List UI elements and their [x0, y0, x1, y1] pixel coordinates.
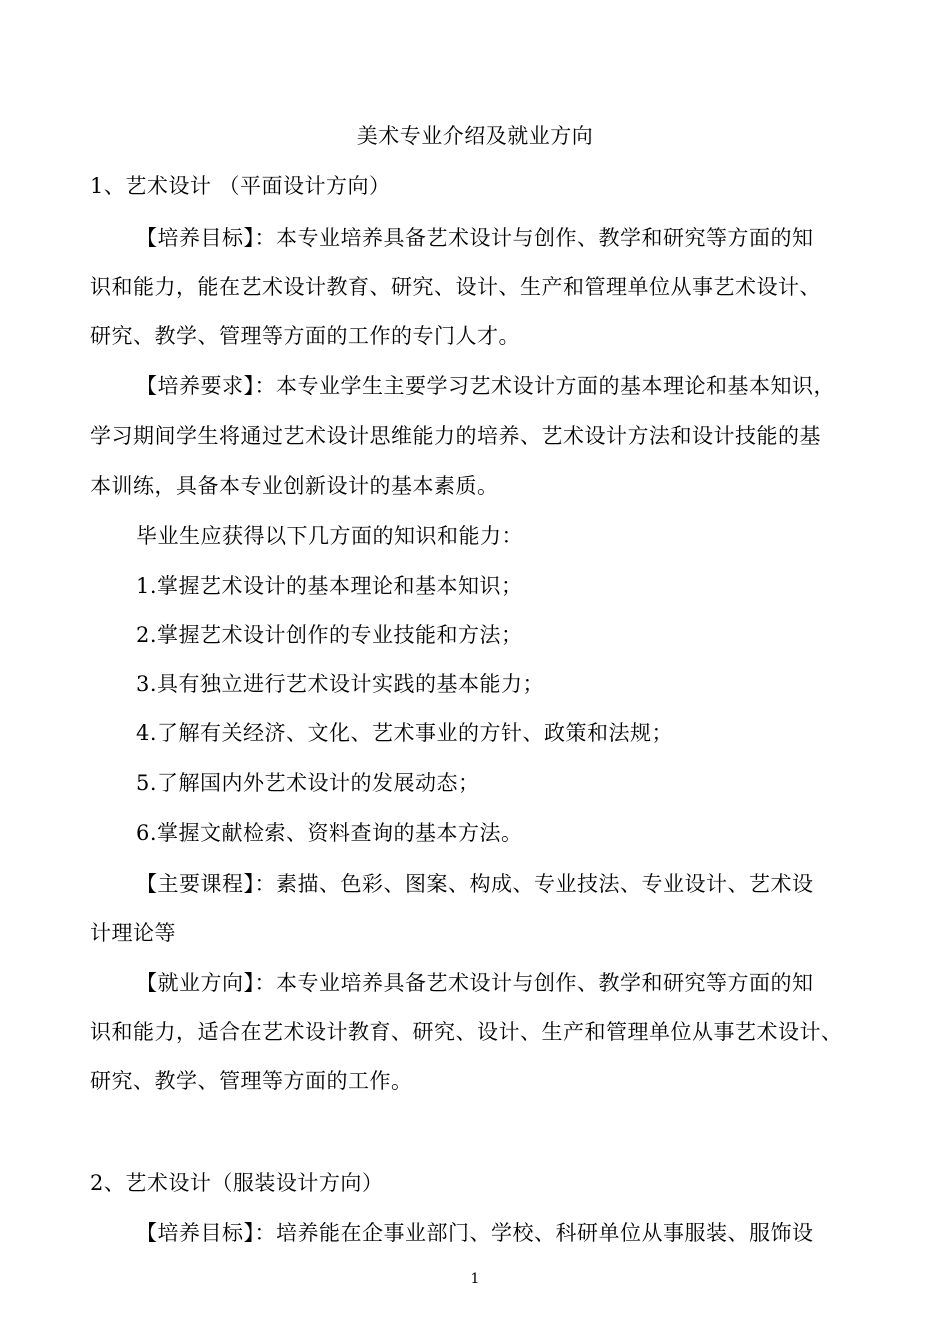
abilities-intro: 毕业生应获得以下几方面的知识和能力： [136, 524, 523, 548]
goal-paragraph-line: 【培养目标】：培养能在企事业部门、学校、科研单位从事服装、服饰设 [136, 1221, 814, 1245]
goal-paragraph-line: 研究、教学、管理等方面的工作的专门人才。 [90, 324, 520, 348]
requirement-paragraph-line: 【培养要求】：本专业学生主要学习艺术设计方面的基本理论和基本知识， [136, 374, 835, 398]
section-heading-1: 1、艺术设计 （平面设计方向） [90, 174, 391, 198]
goal-paragraph-line: 【培养目标】：本专业培养具备艺术设计与创作、教学和研究等方面的知 [136, 226, 814, 250]
ability-item: 5.了解国内外艺术设计的发展动态； [136, 771, 480, 795]
goal-paragraph-line: 识和能力，能在艺术设计教育、研究、设计、生产和管理单位从事艺术设计、 [90, 275, 821, 299]
ability-item: 3.具有独立进行艺术设计实践的基本能力； [136, 672, 545, 696]
courses-paragraph-line: 【主要课程】：素描、色彩、图案、构成、专业技法、专业设计、艺术设 [136, 872, 814, 896]
career-paragraph-line: 识和能力，适合在艺术设计教育、研究、设计、生产和管理单位从事艺术设计、 [90, 1020, 843, 1044]
career-paragraph-line: 【就业方向】：本专业培养具备艺术设计与创作、教学和研究等方面的知 [136, 971, 814, 995]
ability-item: 6.掌握文献检索、资料查询的基本方法。 [136, 821, 523, 845]
section-heading-2: 2、艺术设计（服装设计方向） [90, 1171, 384, 1195]
ability-item: 1.掌握艺术设计的基本理论和基本知识； [136, 574, 523, 598]
requirement-paragraph-line: 学习期间学生将通过艺术设计思维能力的培养、艺术设计方法和设计技能的基 [90, 424, 821, 448]
page-number: 1 [470, 1271, 480, 1287]
ability-item: 2.掌握艺术设计创作的专业技能和方法； [136, 623, 523, 647]
courses-paragraph-line: 计理论等 [90, 921, 176, 945]
career-paragraph-line: 研究、教学、管理等方面的工作。 [90, 1069, 413, 1093]
ability-item: 4.了解有关经济、文化、艺术事业的方针、政策和法规； [136, 721, 674, 745]
page-title: 美术专业介绍及就业方向 [356, 124, 594, 148]
requirement-paragraph-line: 本训练，具备本专业创新设计的基本素质。 [90, 474, 499, 498]
